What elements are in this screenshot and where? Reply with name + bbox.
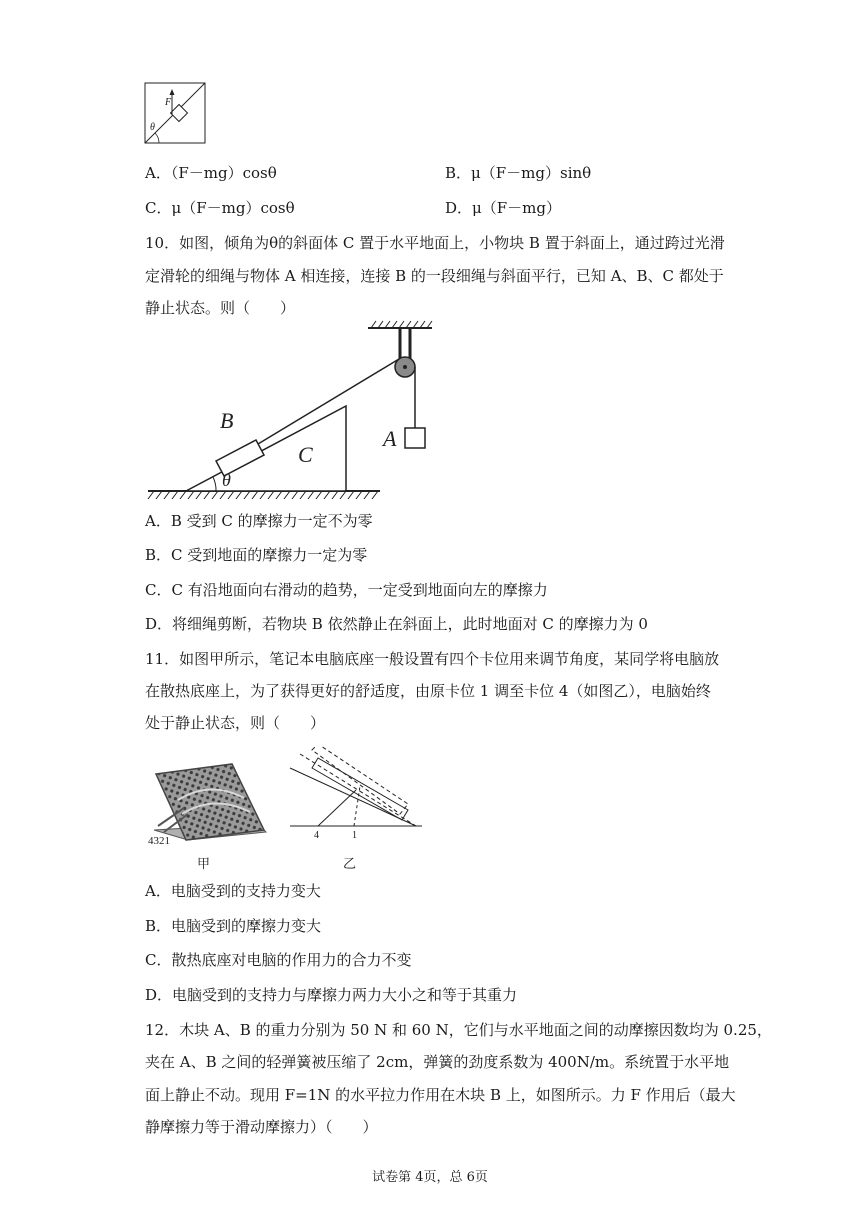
q11-angle-diagram: [288, 746, 424, 842]
q9-figure: [144, 80, 208, 146]
q9-option-b: B．μ（F－mg）sinθ: [445, 164, 592, 182]
q10-option-d: D．将细绳剪断，若物块 B 依然静止在斜面上，此时地面对 C 的摩擦力为 0: [145, 615, 648, 633]
q9-option-d: D．μ（F－mg）: [445, 199, 562, 217]
q11-stem-line-2: 在散热底座上，为了获得更好的舒适度，由原卡位 1 调至卡位 4（如图乙），电脑始终: [145, 682, 711, 700]
q9-force-label: F: [165, 97, 172, 108]
q10-label-a: A: [383, 426, 397, 451]
q9-option-a: A．（F－mg）cosθ: [145, 164, 277, 182]
q10-option-a: A．B 受到 C 的摩擦力一定不为零: [145, 512, 373, 530]
q11-stem-line-3: 处于静止状态，则（ ）: [145, 714, 326, 732]
q10-option-b: B．C 受到地面的摩擦力一定为零: [145, 546, 368, 564]
q10-stem-line-1: 10．如图，倾角为θ的斜面体 C 置于水平地面上，小物块 B 置于斜面上，通过跨过光滑: [145, 234, 725, 252]
q11-caption-yi: 乙: [343, 857, 357, 872]
q11-option-b: B．电脑受到的摩擦力变大: [145, 917, 322, 935]
q10-stem-line-2: 定滑轮的细绳与物体 A 相连接，连接 B 的一段细绳与斜面平行，已知 A、B、C 都处于: [145, 267, 724, 285]
q11-diagram-label-1: 1: [352, 830, 357, 841]
q10-label-c: C: [298, 442, 313, 467]
q12-stem-line-3: 面上静止不动。现用 F=1N 的水平拉力作用在木块 B 上，如图所示。力 F 作用后（最大: [145, 1086, 736, 1104]
q10-label-theta: θ: [222, 470, 231, 490]
q10-option-c: C．C 有沿地面向右滑动的趋势，一定受到地面向左的摩擦力: [145, 581, 548, 599]
q11-photo-ticks: 4321: [148, 835, 170, 847]
q10-stem-line-3: 静止状态。则（ ）: [145, 299, 296, 317]
q10-figure: [140, 318, 440, 506]
page-footer: 试卷第 4页，总 6页: [372, 1170, 488, 1185]
q11-option-a: A．电脑受到的支持力变大: [145, 882, 321, 900]
q11-option-d: D．电脑受到的支持力与摩擦力两力大小之和等于其重力: [145, 986, 518, 1004]
q12-stem-line-4: 静摩擦力等于滑动摩擦力）（ ）: [145, 1118, 378, 1136]
q11-option-c: C．散热底座对电脑的作用力的合力不变: [145, 951, 412, 969]
q9-option-c: C．μ（F－mg）cosθ: [145, 199, 295, 217]
q11-caption-jia: 甲: [197, 857, 211, 872]
q10-label-b: B: [220, 408, 234, 433]
q11-diagram-label-4: 4: [314, 830, 319, 841]
q12-stem-line-1: 12．木块 A、B 的重力分别为 50 N 和 60 N，它们与水平地面之间的动摩擦因数均为 0.25，: [145, 1021, 772, 1039]
q11-stem-line-1: 11．如图甲所示，笔记本电脑底座一般设置有四个卡位用来调节角度，某同学将电脑放: [145, 650, 720, 668]
q9-angle-label: θ: [150, 122, 155, 133]
q11-laptop-stand-photo: [148, 760, 268, 852]
q12-stem-line-2: 夹在 A、B 之间的轻弹簧被压缩了 2cm，弹簧的劲度系数为 400N/m。系统置于水平地: [145, 1053, 730, 1071]
